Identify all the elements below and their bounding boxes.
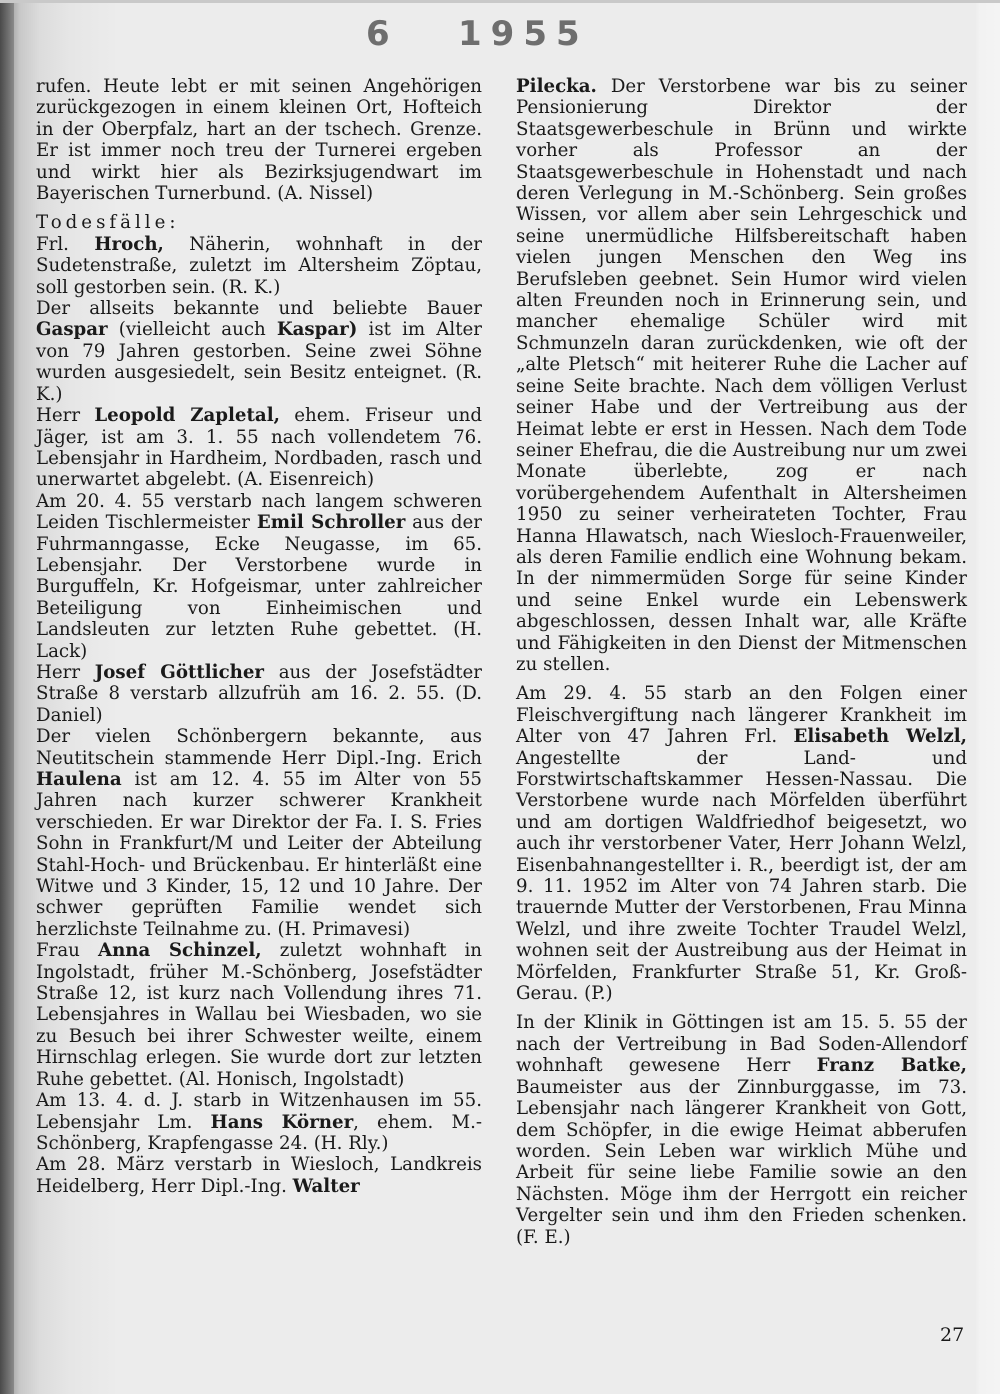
obituary-entry [516,1012,967,1247]
obituary-entry [36,1154,482,1197]
deceased-name: Emil Schroller [256,512,406,534]
year-stamp: 1955 [458,14,589,54]
entry-text: Frl. [36,233,95,255]
obituary-entry [36,234,482,298]
entry-text: ist im Alter von 79 Jahren gestorben. Seine zwei Söhne wurden ausgesiedelt, sein Besitz enteignet. (R. K.) [36,319,482,405]
entry-text: zuletzt wohnhaft in Ingolstadt, früher M.-Schönberg, Josefstädter Straße 12, ist kurz nach Vollendung ihres 71. Lebensjahres in Wallau bei Wiesbaden, wo sie zu Besuch bei ihrer Schwester weilte, einem Hirnschlag erlegen. Sie wurde dort zur letzten Ruhe gebettet. (Al. Honisch, Ingolstadt) [36,940,482,1090]
obituary-entry [36,405,482,491]
page-top-edge [0,0,1000,3]
entry-text: ehem. Friseur und Jäger, ist am 3. 1. 55 nach vollendetem 76. Lebensjahr in Hardheim, Nordbaden, rasch und unerwartet abgelebt. (A. Eisenreich) [36,405,482,491]
deceased-name: Walter [292,1175,360,1197]
entry-text: Angestellte der Land- und Forstwirtschaftskammer Hessen-Nassau. Die Verstorbene wurde nach Mörfelden überführt und am dortigen Waldfriedhof beigesetzt, wo auch ihr verstorbener Vater, Herr Johann Welzl, Eisenbahnangestellter i. R., beerdigt ist, der am 9. 11. 1952 im Alter von 74 Jahren starb. Die trauernde Mutter der Verstorbenen, Frau Minna Welzl, und ihre zweite Tochter Traudel Welzl, wohnen seit der Austreibung aus der Heimat in Mörfelden, Frankfurter Straße 51, Kr. Groß-Gerau. (P.) [516,747,967,1005]
obituary-entry [36,1090,482,1154]
obituary-entry [36,726,482,940]
deceased-name-alt: Kaspar) [276,319,358,341]
intro-paragraph: rufen. Heute lebt er mit seinen Angehörigen zurückgezogen in einem kleinen Ort, Hofteich in der Oberpfalz, hart an der tschech. Grenze. Er ist immer noch treu der Turnerei ergeben und wirkt hier als Bezirksjugendwart im Bayerischen Turnerbund. (A. Nissel) [36,76,482,205]
obituary-entry [516,76,967,675]
entry-text: Frau [36,940,98,962]
entry-text: Am 29. 4. 55 starb an den Folgen einer Fleischvergiftung nach längerer Krankheit im Alter von 47 Jahren Frl. [516,683,967,748]
entry-text: aus der Josefstädter Straße 8 verstarb allzufrüh am 16. 2. 55. (D. Daniel) [36,661,482,726]
deceased-name: Hroch, [94,233,164,255]
entry-text: Der Verstorbene war bis zu seiner Pensionierung Direktor der Staatsgewerbeschule in Brünn und wirkte vorher als Professor an der Staatsgewerbeschule in Hohenstadt und nach deren Verlegung in M.-Schönberg. Sein großes Wissen, vor allem aber sein Lehrgeschick und seine unermüdliche Hilfsbereitschaft haben vielen jungen Menschen den Weg ins Berufsleben geebnet. Sein Humor wird vielen alten Freunden noch in Erinnerung sein, und mancher ehemalige Schüler wird mit Schmunzeln daran zurückdenken, wie oft der „alte Pletsch“ mit heiterer Ruhe die Lacher auf seine Seite brachte. Nach dem völligen Verlust seiner Habe und der Vertreibung aus der Heimat lebte er erst in Hessen. Nach dem Tode seiner Ehefrau, die die Austreibung nur um zwei Monate überlebte, zog er nach vorübergehendem Aufenthalt in Altersheimen 1950 zu seiner verheirateten Tochter, Frau Hanna Hlawatsch, nach Wiesloch-Frauenweiler, als deren Familie endlich eine Wohnung bekam. In der nimmermüden Sorge für seine Kinder und seine Enkel wurde ein Lebenswerk abgeschlossen, dessen Inhalt war, alle Kräfte und Fähigkeiten in den Dienst der Mitmenschen zu stellen. [516,76,967,675]
deceased-name: Gaspar [36,319,108,341]
deceased-name: Anna Schinzel, [97,940,262,962]
deceased-name: Elisabeth Welzl, [793,726,967,748]
obituary-entry [36,940,482,1090]
entry-text: Baumeister aus der Zinnburggasse, im 73. Lebensjahr nach längerer Krankheit von Gott, dem Schöpfer, in die ewige Heimat abberufen worden. Sein Leben war wirklich Mühe und Arbeit für seine liebe Familie sowie an den Nächsten. Möge ihm der Herrgott ein reicher Vergelter sein und ihm den Frieden schenken. (F. E.) [516,1076,967,1248]
obituary-entry [36,662,482,726]
entry-text: Der allseits bekannte und beliebte Bauer [36,298,482,320]
left-column [36,76,482,1197]
deceased-name: Hans Körner [210,1111,354,1133]
section-heading: Todesfälle: [36,212,180,234]
entry-text: , ehem. M.-Schönberg, Krapfengasse 24. (H. Rly.) [36,1111,482,1154]
deceased-name: Franz Batke, [816,1055,967,1077]
obituary-entry [516,683,967,1004]
entry-text: Herr [36,405,95,427]
entry-text: ist am 12. 4. 55 im Alter von 55 Jahren nach kurzer schwerer Krankheit verschieden. Er war Direktor der Fa. I. S. Fries Sohn in Frankfurt/M und Leiter der Abteilung Stahl-Hoch- und Brückenbau. Er hinterläßt eine Witwe und 3 Kinder, 15, 12 und 10 Jahre. Der schwer geprüften Familie wendet sich herzlichste Teilnahme zu. (H. Primavesi) [36,769,482,940]
issue-number-stamp: 6 [366,14,396,54]
entry-text: In der Klinik in Göttingen ist am 15. 5. 55 der nach der Vertreibung in Bad Soden-Allendorf wohnhaft gewesene Herr [516,1012,967,1077]
entry-text: (vielleicht auch [107,319,277,341]
entry-text: Näherin, wohnhaft in der Sudetenstraße, zuletzt im Altersheim Zöptau, soll gestorben sein. (R. K.) [36,233,482,298]
entry-text: Am 13. 4. d. J. starb in Witzenhausen im 55. Lebensjahr Lm. [36,1090,482,1133]
right-column [516,76,967,1248]
obituary-entry [36,298,482,405]
obituary-entry [36,491,482,662]
binding-gutter-shadow [0,0,14,1394]
entry-text: Der vielen Schönbergern bekannte, aus Neutitschein stammende Herr Dipl.-Ing. Erich [36,726,482,769]
deceased-name: Leopold Zapletal, [94,405,280,427]
deceased-name: Pilecka. [516,76,597,97]
entry-text: Herr [36,661,95,683]
entry-text: Am 20. 4. 55 verstarb nach langem schweren Leiden Tischlermeister [36,490,482,534]
deceased-name: Josef Göttlicher [94,661,265,683]
deceased-name: Haulena [36,769,122,790]
entry-text: aus der Fuhrmanngasse, Ecke Neugasse, im 65. Lebensjahr. Der Verstorbene wurde in Burguffeln, Kr. Hofgeismar, unter zahlreicher Beteiligung von Einheimischen und Landsleuten zur letzten Ruhe gebettet. (H. Lack) [36,512,482,662]
page-number: 27 [940,1324,965,1346]
entry-text: Am 28. März verstarb in Wiesloch, Landkreis Heidelberg, Herr Dipl.-Ing. [36,1154,482,1197]
